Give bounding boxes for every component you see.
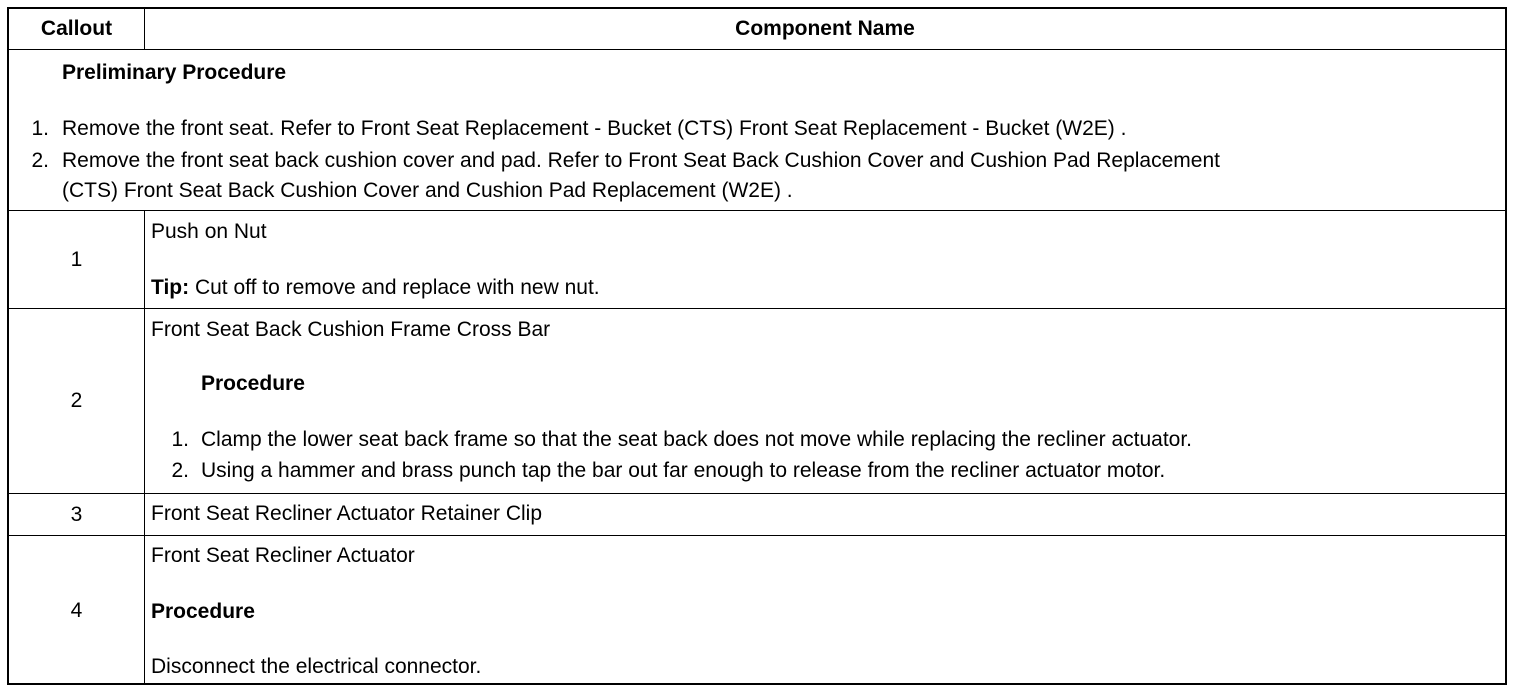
table-header-row bbox=[9, 9, 1505, 50]
preliminary-procedure-row bbox=[9, 50, 1505, 211]
tip-text: Cut off to remove and replace with new nut. bbox=[189, 276, 600, 299]
callout-number: 4 bbox=[9, 536, 145, 685]
component-name: Front Seat Back Cushion Frame Cross Bar bbox=[151, 318, 551, 341]
component-table bbox=[7, 7, 1507, 685]
callout-number: 1 bbox=[9, 211, 145, 308]
preliminary-procedure-title: Preliminary Procedure bbox=[62, 61, 287, 84]
procedure-title: Procedure bbox=[151, 600, 255, 623]
preliminary-step-2: Remove the front seat back cushion cover and pad. Refer to Front Seat Back Cushion Cover and Cushion Pad Replacement bbox=[62, 149, 1220, 172]
callout-number: 2 bbox=[9, 309, 145, 493]
tip-note bbox=[151, 273, 600, 303]
table-row bbox=[9, 211, 1505, 309]
step-number: 1. bbox=[171, 428, 189, 451]
callout-header: Callout bbox=[9, 9, 145, 49]
procedure-step-2: Using a hammer and brass punch tap the bar out far enough to release from the recliner actuator motor. bbox=[201, 459, 1166, 482]
component-name: Push on Nut bbox=[151, 220, 267, 243]
procedure-text: Disconnect the electrical connector. bbox=[151, 655, 482, 678]
preliminary-step-2-cont: (CTS) Front Seat Back Cushion Cover and Cushion Pad Replacement (W2E) . bbox=[62, 179, 793, 202]
tip-label: Tip: bbox=[151, 276, 190, 299]
step-number: 1. bbox=[31, 117, 49, 140]
component-name-header: Component Name bbox=[735, 17, 915, 40]
component-name: Front Seat Recliner Actuator bbox=[151, 544, 415, 567]
table-row bbox=[9, 536, 1505, 685]
step-number: 2. bbox=[31, 149, 49, 172]
procedure-step-1: Clamp the lower seat back frame so that the seat back does not move while replacing the recliner actuator. bbox=[201, 428, 1193, 451]
procedure-title: Procedure bbox=[201, 372, 305, 395]
preliminary-step-1: Remove the front seat. Refer to Front Seat Replacement - Bucket (CTS) Front Seat Replacement - Bucket (W2E) . bbox=[62, 117, 1127, 140]
component-name: Front Seat Recliner Actuator Retainer Clip bbox=[151, 502, 543, 525]
table-row bbox=[9, 309, 1505, 494]
table-row bbox=[9, 494, 1505, 536]
callout-number: 3 bbox=[9, 494, 145, 535]
step-number: 2. bbox=[171, 459, 189, 482]
